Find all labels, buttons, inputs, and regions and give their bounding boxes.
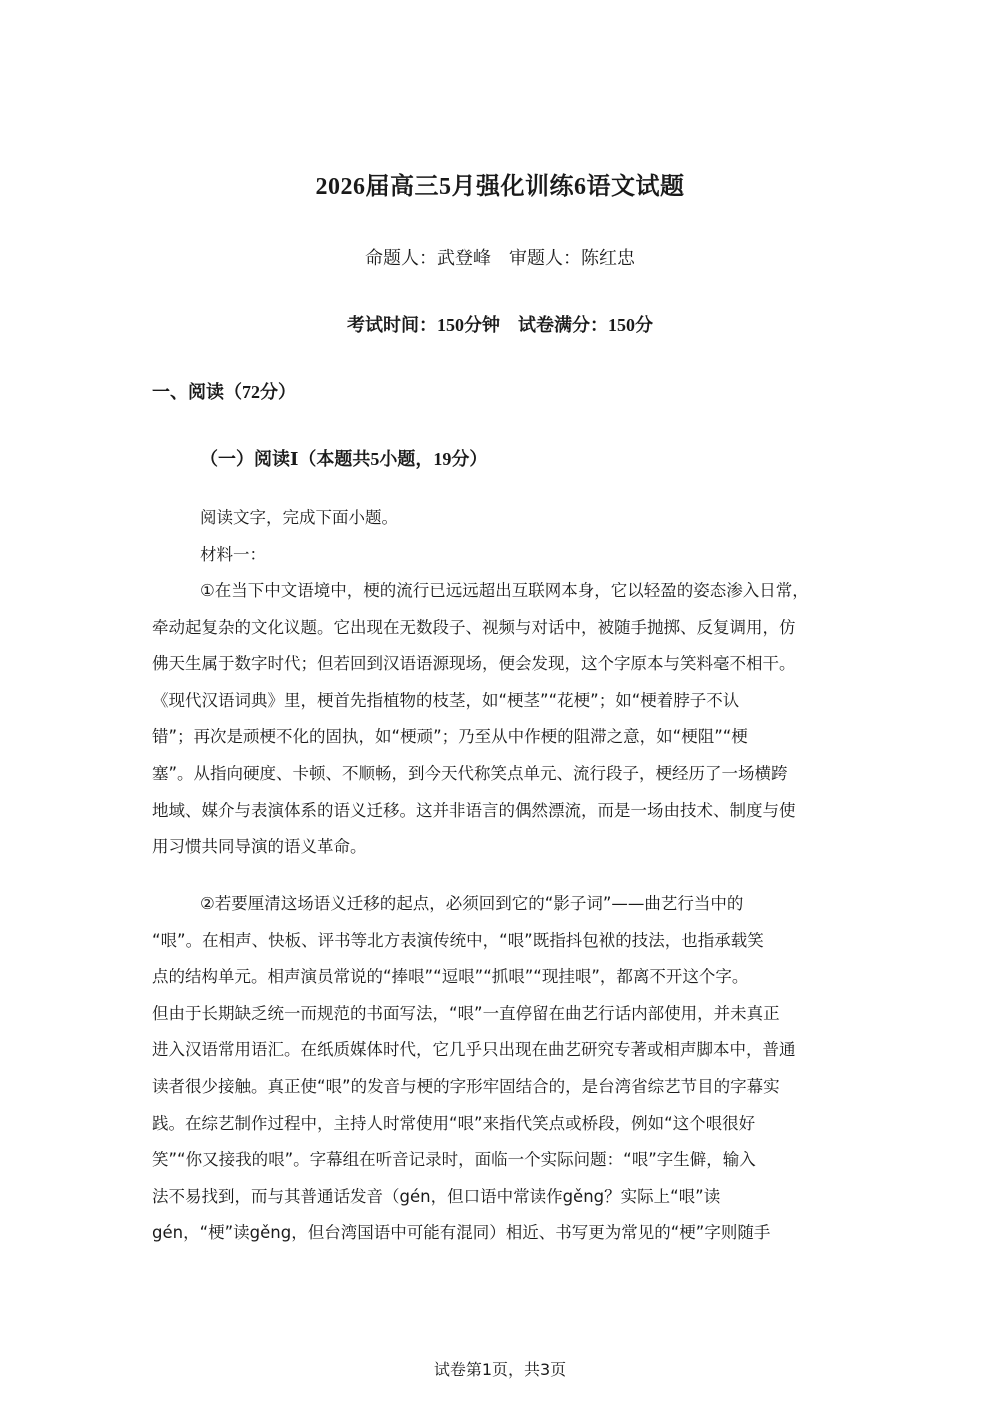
subsection-heading: （一）阅读Ⅰ（本题共5小题，19分） — [200, 449, 488, 469]
paragraph-line: ①在当下中文语境中，梗的流行已远远超出互联网本身，它以轻盈的姿态渗入日常， — [200, 581, 809, 600]
exam-info-line — [0, 311, 1000, 337]
paragraph-line: 错”；再次是顽梗不化的固执，如“梗顽”；乃至从中作梗的阻滞之意，如“梗阻”“梗 — [152, 727, 748, 747]
paragraph-line: 《现代汉语词典》里，梗首先指植物的枝茎，如“梗茎”“花梗”；如“梗着脖子不认 — [152, 690, 740, 710]
paragraph-line: 进入汉语常用语汇。在纸质媒体时代，它几乎只出现在曲艺研究专著或相声脚本中，普通 — [152, 1040, 796, 1060]
paragraph-line: 塞”。从指向硬度、卡顿、不顺畅，到今天代称笑点单元、流行段子，梗经历了一场横跨 — [152, 763, 788, 783]
paragraph-line: 法不易找到，而与其普通话发音（gén，但口语中常读作gěng？实际上“哏”读 — [152, 1186, 721, 1206]
paragraph-line: 读者很少接触。真正使“哏”的发音与梗的字形牢固结合的，是台湾省综艺节目的字幕实 — [152, 1076, 780, 1096]
exam-time: 考试时间：150分钟 — [347, 315, 500, 335]
paragraph-line: “哏”。在相声、快板、评书等北方表演传统中，“哏”既指抖包袱的技法，也指承载笑 — [152, 930, 764, 950]
full-score: 试卷满分：150分 — [518, 315, 653, 335]
exam-title: 2026届高三5月强化训练6语文试题 — [315, 174, 685, 200]
paragraph-1 — [152, 573, 848, 866]
section-heading: 一、阅读（72分） — [152, 382, 296, 402]
paragraph-line: 地域、媒介与表演体系的语义迁移。这并非语言的偶然漂流，而是一场由技术、制度与使 — [152, 800, 796, 820]
reviewer-name: 审题人：陈红忠 — [509, 248, 635, 269]
paragraph-line: ②若要厘清这场语义迁移的起点，必须回到它的“影子词”——曲艺行当中的 — [200, 894, 744, 913]
instruction-text: 阅读文字，完成下面小题。 — [200, 508, 398, 527]
paragraph-line: 牵动起复杂的文化议题。它出现在无数段子、视频与对话中，被随手抛掷、反复调用，仿 — [152, 617, 796, 637]
intro-block — [152, 500, 848, 573]
paragraph-line: 用习惯共同导演的语义革命。 — [152, 837, 367, 857]
paragraph-line: 笑”“你又接我的哏”。字幕组在听音记录时，面临一个实际问题：“哏”字生僻，输入 — [152, 1150, 756, 1170]
paragraph-line: 点的结构单元。相声演员常说的“捧哏”“逗哏”“抓哏”“现挂哏”，都离不开这个字。 — [152, 967, 749, 987]
paragraph-2 — [152, 886, 848, 1252]
paragraph-line: 但由于长期缺乏统一而规范的书面写法，“哏”一直停留在曲艺行话内部使用，并未真正 — [152, 1003, 780, 1023]
paragraph-line: 佛天生属于数字时代；但若回到汉语语源现场，便会发现，这个字原本与笑料毫不相干。 — [152, 654, 796, 674]
paragraph-line: 践。在综艺制作过程中，主持人时常使用“哏”来指代笑点或桥段，例如“这个哏很好 — [152, 1113, 756, 1133]
material-label: 材料一： — [200, 544, 266, 564]
setter-name: 命题人：武登峰 — [365, 248, 491, 269]
page-footer: 试卷第1页，共3页 — [433, 1360, 567, 1379]
author-line — [0, 244, 1000, 270]
paragraph-line: gén，“梗”读gěng，但台湾国语中可能有混同）相近、书写更为常见的“梗”字则随手 — [152, 1223, 771, 1243]
